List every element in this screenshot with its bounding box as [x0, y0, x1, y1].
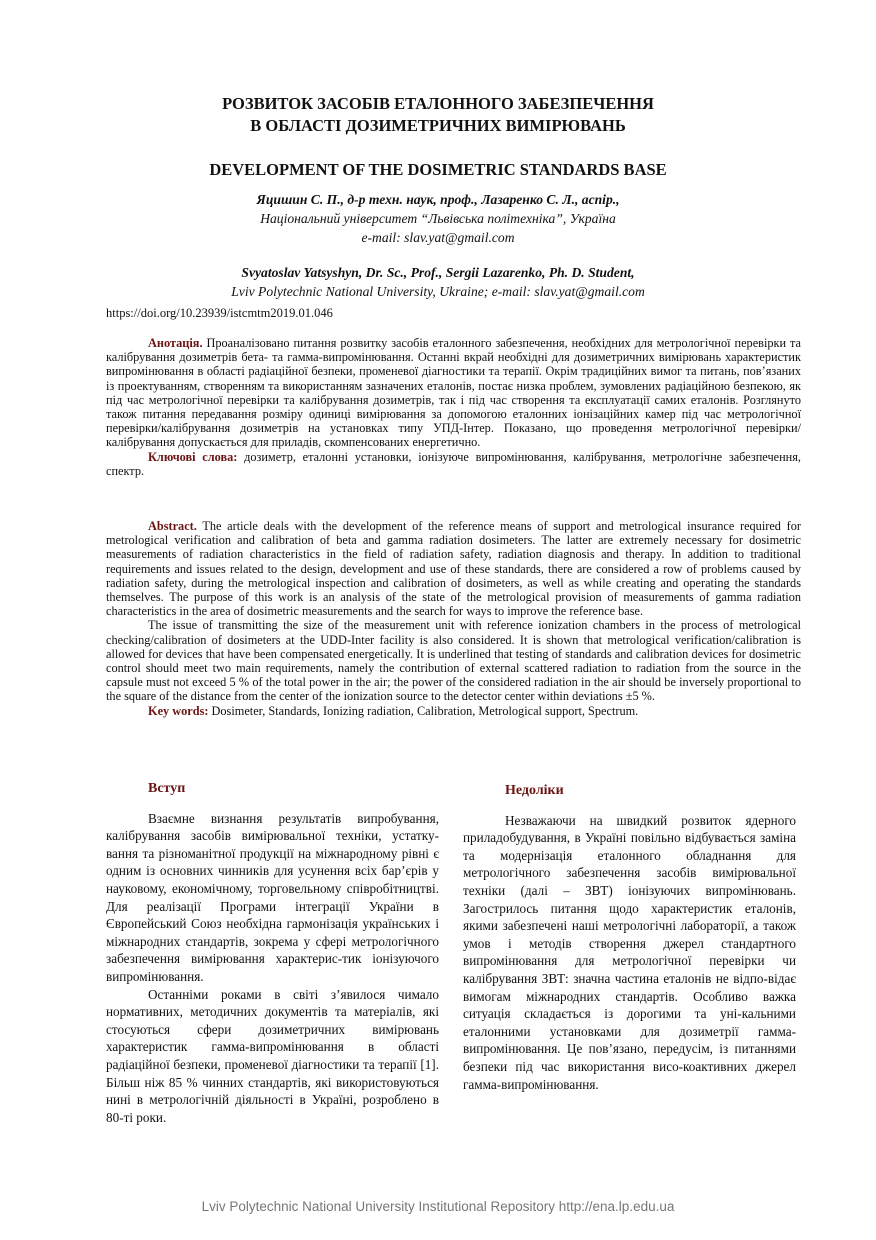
- keywords-en-text: Dosimeter, Standards, Ionizing radiation, Calibration, Metrological support, Spectrum.: [208, 703, 639, 718]
- email-ua: e-mail: slav.yat@gmail.com: [361, 230, 515, 245]
- title-ua-line2: В ОБЛАСТІ ДОЗИМЕТРИЧНИХ ВИМІРЮВАНЬ: [250, 116, 626, 135]
- title-en: DEVELOPMENT OF THE DOSIMETRIC STANDARDS BASE: [209, 160, 667, 179]
- keywords-en-label: Key words:: [148, 703, 209, 718]
- abstract-block: [106, 519, 801, 718]
- abstract-label: Abstract.: [148, 519, 197, 533]
- keywords-ua-text: дозиметр, еталонні установки, іонізуюче випромінювання, калібрування, метрологічне забезпечення, спектр.: [106, 449, 801, 478]
- section-heading-intro: Вступ: [148, 781, 186, 796]
- section-intro: [106, 780, 439, 1126]
- affiliation-en: Lviv Polytechnic National University, Ukraine; e-mail: slav.yat@gmail.com: [231, 284, 645, 299]
- section-heading-shortcomings: Недоліки: [505, 783, 564, 798]
- repository-footer: Lviv Polytechnic National University Institutional Repository http://ena.lp.edu.ua: [201, 1199, 675, 1214]
- authors-ua: Яцишин С. П., д-р техн. наук, проф., Лазаренко С. Л., аспір.,: [256, 192, 620, 207]
- shortcomings-paragraph-1: Незважаючи на швидкий розвиток ядерного приладобудування, в Україні повільно відбувається заміна та модернізація еталонного обладнання для метрологічного забезпечення засобів вимірювальної техніки (далі – ЗВТ) іонізуючих випромінювань. Загострилось питання щодо характеристик еталонів, якими забезпечені наші метрологічні лабораторії, а також умов і методів створення джерел стандартного випромінювання для метрологічної перевірки чи калібрування ЗВТ: значна частина еталонів не відпо-відає вимогам міжнародних стандартів. Особливо важка ситуація складається із дорогими та уні-кальними еталонними установками для дозиметрії гамма-випромінювання. Це пов’язано, передусім, із питаннями безпеки під час використання висо-коактивних джерел гамма-випромінювання.: [463, 812, 796, 1092]
- section-shortcomings: [463, 780, 796, 1093]
- annotation-text: Проаналізовано питання розвитку засобів еталонного забезпечення, необхідних для метрологічної перевірки та калібрування дозиметрів бета- та гамма-випромінювання. Останні вкрай необхідні для дозиметричних вимірювань характеристик випромінювання в області радіаційної безпеки, променевої діагностики та терапії. Окрім традиційних вимог та питань, пов’язаних із проектуванням, створенням та використанням зазначених еталонів, постає низка проблем, зумовлених радіаційною безпекою, як під час метрологічної перевірки та калібрування дозиметрів, так і під час створення та експлуатації самих еталонів. Розглянуто також питання передавання розміру одиниці вимірювання за допомогою еталонних іонізаційних камер під час метрологічної перевірки/калібрування дозиметрів на установках типу УПД-Інтер. Показано, що проведення метрологічної перевірки/калібрування допускається для приладів, скомпенсованих енергетично.: [106, 336, 801, 450]
- affiliation-ua: Національний університет “Львівська політехніка”, Україна: [260, 211, 616, 226]
- authors-en: Svyatoslav Yatsyshyn, Dr. Sc., Prof., Sergii Lazarenko, Ph. D. Student,: [241, 265, 635, 280]
- intro-paragraph-2: Останніми роками в світі з’явилося чимало нормативних, методичних документів та матеріалів, які стосуються сфери дозиметричних вимірювань характеристик гамма-випромінювання в області радіаційної безпеки, променевої діагностики та терапії [1]. Більш ніж 85 % чинних стандартів, які використовуються нині в метрологічній діяльності в Україні, розроблено в 80-ті роки.: [106, 986, 439, 1125]
- abstract-text-2: The issue of transmitting the size of the measurement unit with reference ionization chambers in the process of metrological checking/calibration of dosimeters at the UDD-Inter facility is also considered. It is shown that metrological verification/calibration is allowed for devices that have been compensated energetically. It is underlined that testing of standards and calibration devices for dosimetric control should meet two main requirements, namely the contribution of external scattered radiation to radiation from the source in the capsule must not exceed 5 % of the total power in the air; the power of the considered radiation in the air should be inversely proportional to the square of the distance from the center of the ionization source to the detector center within deviations ±5 %.: [106, 618, 801, 704]
- annotation-block: [106, 336, 801, 478]
- title-ua-line1: РОЗВИТОК ЗАСОБІВ ЕТАЛОННОГО ЗАБЕЗПЕЧЕННЯ: [222, 94, 654, 113]
- intro-paragraph-1: Взаємне визнання результатів випробування, калібрування засобів вимірювальної техніки, устатку-вання та різноманітної продукції на міжнародному рівні є одним із основних чинників для усунення всіх бар’єрів у науковому, економічному, торговельному співробітництві. Для реалізації Програми інтеграції України в Європейський Союз необхідна гармонізація українських і міжнародних стандартів, зокрема у сфері метрологічного забезпечення вимірювання характерис-тик іонізуючого випромінювання.: [106, 810, 439, 984]
- abstract-text-1: The article deals with the development of the reference means of support and metrological insurance required for metrological verification and calibration of beta and gamma radiation dosimeters. The latter are extremely necessary for dosimetric measurements of radiation characteristics in the field of radiation safety, radiation diagnosis and therapy. In addition to traditional requirements and issues related to the design, development and use of these standards, there are considered a row of problems caused by radiation safety, during the metrological inspection and calibration of dosimeters, as well as while creating and operating the standards themselves. The purpose of this work is an analysis of the state of the metrological provision of measurements of gamma radiation characteristics in the area of dosimetric measurements and the search for ways to improve the reference base.: [106, 519, 801, 619]
- keywords-ua-label: Ключові слова:: [148, 449, 238, 464]
- doi-link[interactable]: https://doi.org/10.23939/istcmtm2019.01.046: [106, 306, 333, 320]
- annotation-label: Анотація.: [148, 336, 203, 350]
